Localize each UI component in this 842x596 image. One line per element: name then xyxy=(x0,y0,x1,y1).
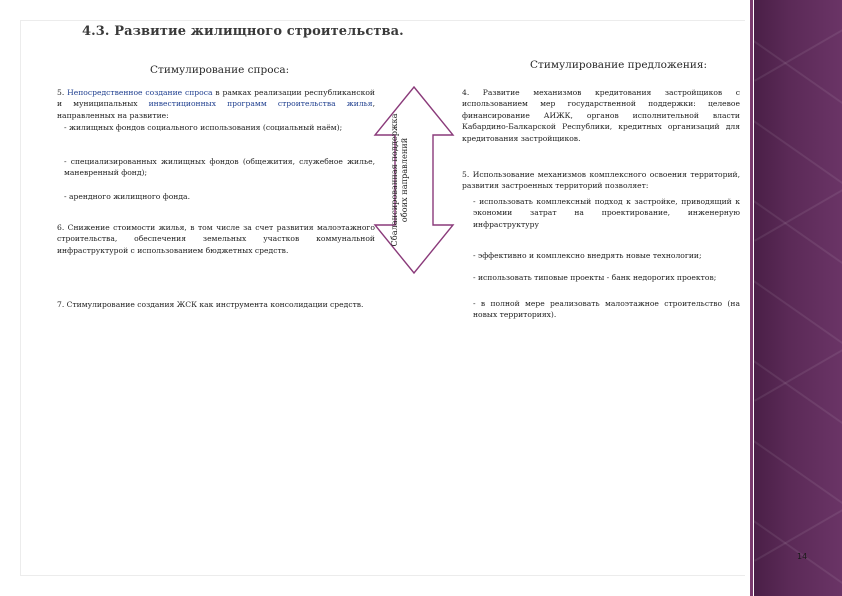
supply-bullet: - в полной мере реализовать малоэтажное строительство (на новых территориях). xyxy=(473,299,740,320)
demand-item-5-highlight-2: инвестиционных программ строительства жилья xyxy=(148,99,373,109)
demand-item-5-suffix: , направленных на развитие: xyxy=(57,99,375,120)
supply-bullet: - использовать комплексный подход к застройке, приводящий к экономии затрат на проектирование, инженерную инфраструктуру xyxy=(473,197,740,229)
title-number: 4.3. xyxy=(82,24,110,39)
demand-item-6: 6. Снижение стоимости жилья, в том числе за счет развития малоэтажного строительства, обеспечения земельных участков коммунальной инфраструктурой с использованием бюджетных средств. xyxy=(57,223,375,255)
balanced-support-line-2: обоих направлений xyxy=(399,137,409,223)
frame-left-line xyxy=(20,20,21,576)
page-title xyxy=(82,24,404,39)
demand-item-5-mid: в рамках реализации республиканской и муниципальных xyxy=(57,88,375,109)
title-text: Развитие жилищного строительства. xyxy=(114,24,404,39)
page-number: 14 xyxy=(797,552,808,561)
demand-item-5-prefix: 5. xyxy=(57,88,68,97)
supply-bullet: - эффективно и комплексно внедрять новые технологии; xyxy=(473,251,702,260)
demand-item-5 xyxy=(57,87,375,121)
demand-bullet: - арендного жилищного фонда. xyxy=(64,192,190,201)
supply-heading: Стимулирование предложения: xyxy=(530,59,708,71)
demand-bullet: - специализированных жилищных фондов (общежития, служебное жилье, маневренный фонд); xyxy=(64,157,375,178)
demand-item-5-highlight-1: Непосредственное создание спроса xyxy=(67,88,213,97)
demand-heading: Стимулирование спроса: xyxy=(150,64,290,76)
demand-bullet: - жилищных фондов социального использования (социальный наём); xyxy=(64,123,343,132)
balanced-support-label xyxy=(389,90,419,270)
supply-item-4: 4. Развитие механизмов кредитования застройщиков с использованием мер государственной поддержки: целевое финансирование АИЖК, органов исполнительной власти Кабардино-Балкарской Республики, кредитных организаций для кредитования застройщиков. xyxy=(462,88,740,143)
supply-bullet: - использовать типовые проекты - банк недорогих проектов; xyxy=(473,273,717,282)
supply-item-5: 5. Использование механизмов комплексного освоения территорий, развития застроенных территорий позволяет: xyxy=(462,170,740,191)
frame-top-line xyxy=(20,20,745,21)
frame-bottom-line xyxy=(20,575,745,576)
band-divider xyxy=(750,0,753,596)
band-pattern xyxy=(754,0,842,596)
balanced-support-line-1: Сбалансированная поддержка xyxy=(389,113,399,247)
demand-item-7: 7. Стимулирование создания ЖСК как инструмента консолидации средств. xyxy=(57,300,364,309)
